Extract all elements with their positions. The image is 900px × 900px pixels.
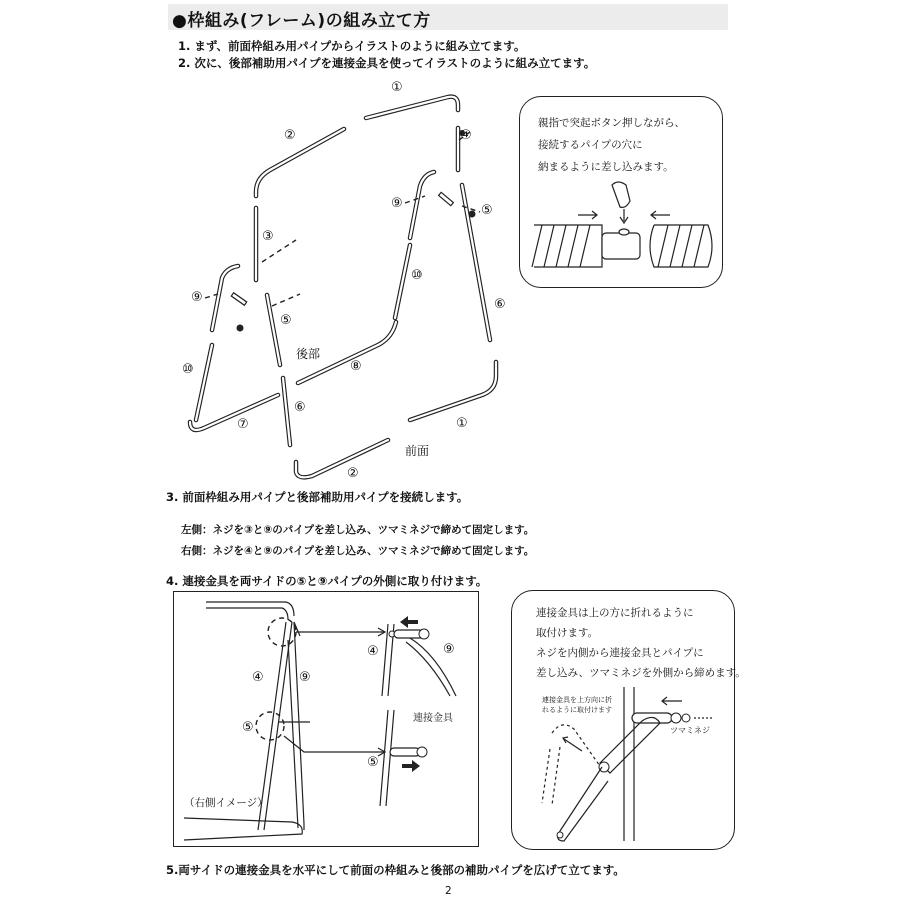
part-label-3: ③ — [262, 229, 274, 244]
fitting-line-4: 差し込み、ツマミネジを外側から締めます。 — [536, 667, 746, 679]
fitting-instruction-panel — [511, 590, 746, 850]
step-1-text: 1. まず、前面枠組み用パイプからイラストのように組み立てます。 — [178, 39, 526, 53]
insertion-line-2: 接続するパイプの穴に — [538, 139, 643, 151]
fitting-label: 連接金具 — [413, 713, 453, 724]
pipe-insertion-illustration — [520, 97, 722, 287]
part-label-9-left: ⑨ — [191, 290, 203, 305]
detail-label-5: ⑤ — [367, 755, 379, 770]
part-label-8: ⑧ — [350, 359, 362, 374]
fitting-line-1: 連接金具は上の方に折れるように — [536, 607, 694, 619]
small-note-line-2: れるように取付けます — [542, 706, 612, 714]
knob-screw-label: ツマミネジ — [670, 726, 710, 735]
page-number: 2 — [445, 885, 452, 897]
right-side-image-box — [173, 591, 479, 847]
right-side-caption: （右側イメージ） — [184, 797, 268, 809]
part-label-10-right: ⑩ — [411, 268, 423, 283]
part-label-5-left: ⑤ — [280, 313, 292, 328]
step-3-right-side: 右側：ネジを④と⑨のパイプを差し込み、ツマミネジで締めて固定します。 — [181, 545, 535, 557]
fitting-line-2: 取付けます。 — [536, 627, 599, 639]
page-title: ●枠組み(フレーム)の組み立て方 — [172, 11, 431, 31]
rear-upper-frame — [190, 97, 496, 478]
step-2-text: 2. 次に、後部補助用パイプを連接金具を使ってイラストのように組み立てます。 — [178, 56, 596, 70]
insertion-line-3: 納まるように差し込みます。 — [538, 161, 674, 173]
box-part-label-4: ④ — [252, 670, 264, 685]
step-3-left-side: 左側：ネジを③と⑨のパイプを差し込み、ツマミネジで締めて固定します。 — [181, 524, 535, 536]
part-label-2-front: ② — [347, 466, 359, 481]
part-label-1-front: ① — [456, 416, 468, 431]
insertion-line-1: 親指で突起ボタン押しながら、 — [538, 117, 685, 129]
fitting-illustration — [512, 591, 734, 849]
detail-label-4: ④ — [367, 644, 379, 659]
part-label-2-top: ② — [284, 128, 296, 143]
box-part-label-5: ⑤ — [242, 720, 254, 735]
detail-label-9: ⑨ — [443, 642, 455, 657]
fitting-line-3: ネジを内側から連接金具とパイプに — [536, 647, 704, 659]
part-label-10-left: ⑩ — [182, 362, 194, 377]
part-label-9-right: ⑨ — [391, 196, 403, 211]
box-part-label-9: ⑨ — [299, 670, 311, 685]
part-label-6-left: ⑥ — [294, 400, 306, 415]
step-5-title: 5.両サイドの連接金具を水平にして前面の枠組みと後部の補助パイプを広げて立てます。 — [166, 863, 625, 877]
rear-label: 後部 — [296, 347, 321, 361]
front-label: 前面 — [405, 444, 430, 458]
connector-dashes — [205, 132, 480, 306]
part-label-7: ⑦ — [237, 417, 249, 432]
part-label-5-right: ⑤ — [481, 203, 493, 218]
part-label-1-top: ① — [391, 80, 403, 95]
part-label-6-right: ⑥ — [494, 297, 506, 312]
small-note-line-1: 連接金具を上方向に折 — [542, 696, 612, 704]
step-4-title: 4. 連接金具を両サイドの⑤と⑨パイプの外側に取り付けます。 — [166, 574, 488, 588]
insertion-instruction-panel — [519, 96, 723, 288]
part-label-4: ④ — [460, 128, 472, 143]
step-3-title: 3. 前面枠組み用パイプと後部補助用パイプを接続します。 — [166, 490, 469, 504]
